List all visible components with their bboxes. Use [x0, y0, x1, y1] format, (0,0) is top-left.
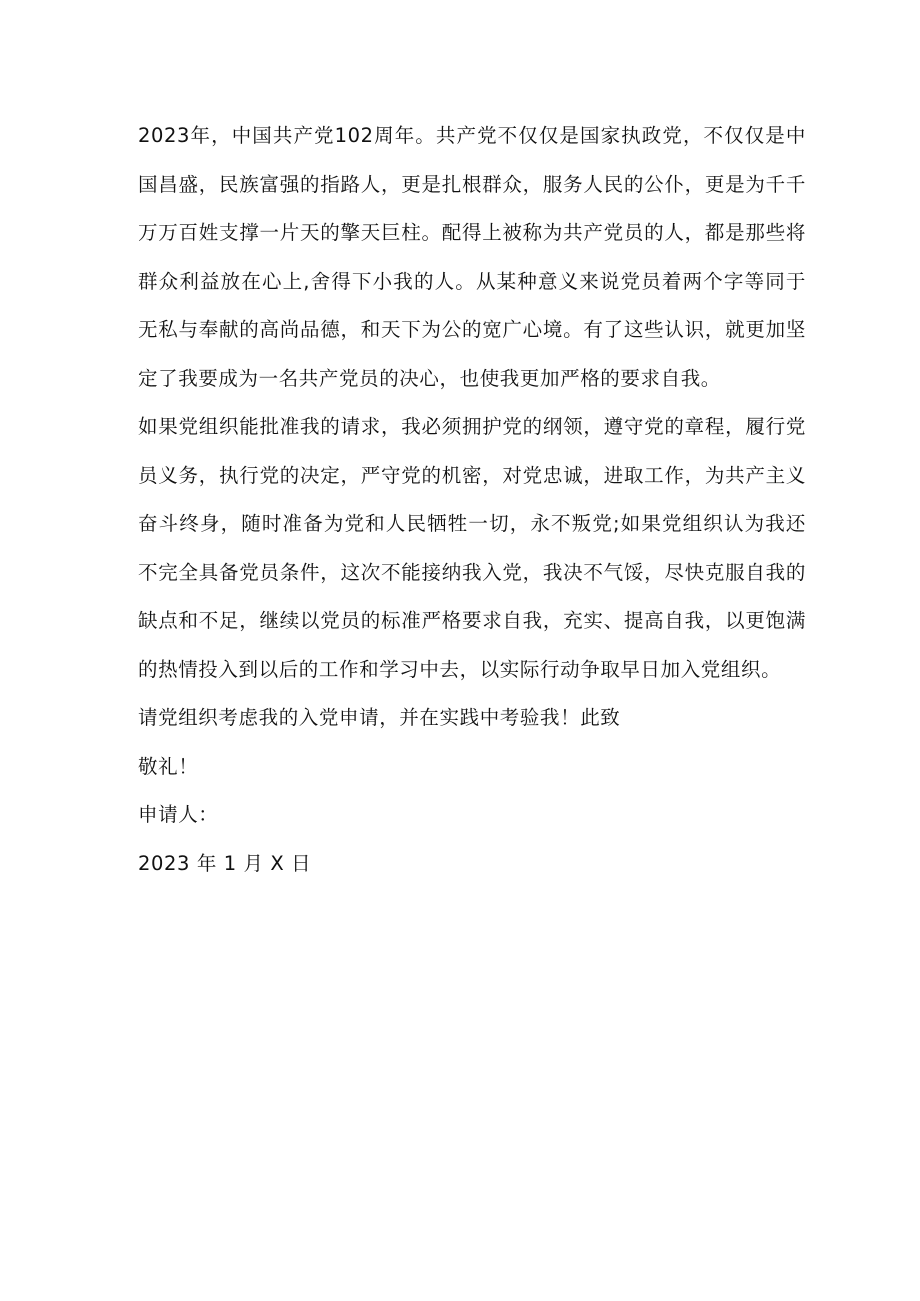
closing-request: 请党组织考虑我的入党申请，并在实践中考验我！此致 [138, 706, 621, 729]
date-line: 2023 年 1 月 X 日 [138, 851, 312, 875]
salutation: 敬礼！ [138, 754, 199, 778]
paragraph-1: 2023年，中国共产党102周年。共产党不仅仅是国家执政党，不仅仅是中国昌盛，民族富强的指路人，更是扎根群众，服务人民的公仆，更是为千千万万百姓支撑一片天的擎天巨柱。配得上被称为共产党员的人，都是那些将群众利益放在心上,舍得下小我的人。从某种意义来说党员着两个字等同于无私与奉献的高尚品德，和天下为公的宽广心境。有了这些认识，就更加坚定了我要成为一名共产党员的决心，也使我更加严格的要求自我。 [138, 124, 806, 390]
applicant-label: 申请人： [138, 803, 219, 826]
letter-body [138, 112, 806, 888]
paragraph-2: 如果党组织能批准我的请求，我必须拥护党的纲领，遵守党的章程，履行党员义务，执行党的决定，严守党的机密，对党忠诚，进取工作，为共产主义奋斗终身，随时准备为党和人民牺牲一切，永不叛党;如果党组织认为我还不完全具备党员条件，这次不能接纳我入党，我决不气馁，尽快克服自我的缺点和不足，继续以党员的标准严格要求自我，充实、提高自我，以更饱满的热情投入到以后的工作和学习中去，以实际行动争取早日加入党组织。 [138, 415, 806, 681]
